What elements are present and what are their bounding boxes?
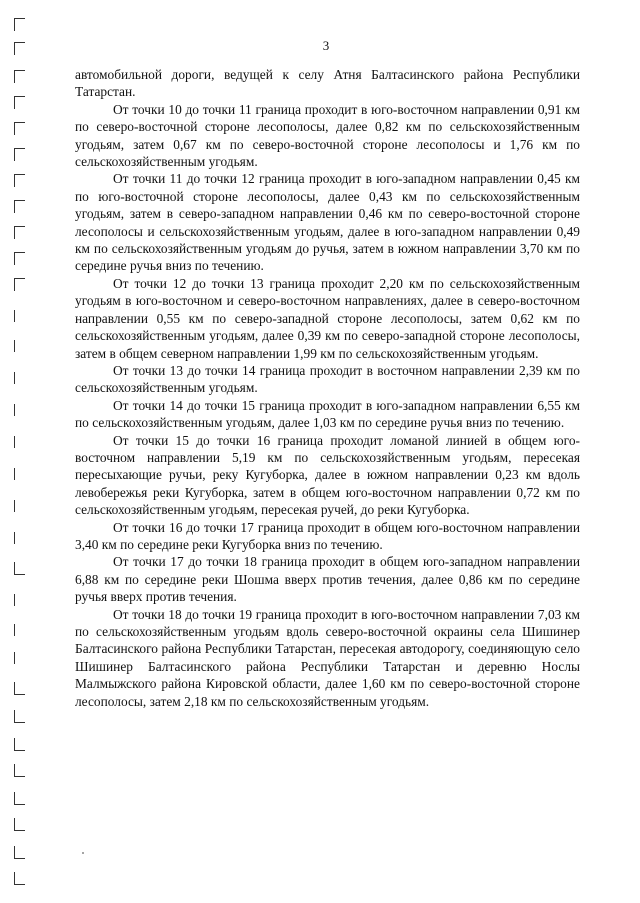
binding-mark [14, 792, 25, 805]
binding-mark [14, 174, 25, 187]
paragraph: От точки 18 до точки 19 граница проходит в юго-восточном направлении 7,03 км по сельскохозяйственным угодьям вдоль северо-восточной окраины села Шишинер Балтасинского района Республики Татарстан, пересекая автодорогу, соединяющую село Шишинер Балтасинского района Республики Татарстан и деревню Нослы Малмыжского района Кировской области, далее 1,60 км по северо-восточной стороне лесополосы, затем 2,18 км по сельскохозяйственным угодьям. [75, 606, 580, 709]
paragraph: От точки 14 до точки 15 граница проходит в юго-западном направлении 6,55 км по сельскохозяйственным угодьям, далее 1,03 км по середине ручья вниз по течению. [75, 397, 580, 431]
binding-mark [14, 122, 25, 135]
binding-mark [14, 468, 15, 480]
binding-mark [14, 872, 25, 885]
binding-marks [6, 0, 26, 903]
paragraph: От точки 17 до точки 18 граница проходит в общем юго-западном направлении 6,88 км по середине реки Шошма вверх против течения, далее 0,86 км по середине ручья вверх против течения. [75, 554, 580, 605]
paragraph: От точки 12 до точки 13 граница проходит 2,20 км по сельскохозяйственным угодьям в юго-восточном и северо-восточном направлениях, далее в северо-восточном направлении 0,55 км по северо-западной стороне лесополосы, затем 0,62 км по сельскохозяйственным угодьям, далее 0,39 км по северо-западной стороне лесополосы, затем в общем северном направлении 1,99 км по сельскохозяйственным угодьям. [75, 275, 580, 361]
binding-mark [14, 818, 25, 831]
binding-mark [14, 710, 25, 723]
binding-mark [14, 42, 25, 55]
binding-mark [14, 18, 25, 31]
binding-mark [14, 652, 15, 664]
paragraph: От точки 15 до точки 16 граница проходит ломаной линией в общем юго-восточном направлении 5,19 км по сельскохозяйственным угодьям, пересекая пересыхающие ручьи, реку Кугуборка, далее в южном направлении 0,23 км вдоль левобережья реки Кугуборка, затем в общем юго-восточном направлении 0,72 км по сельскохозяйственным угодьям, пересекая ручей, до реки Кугуборка. [75, 432, 580, 518]
binding-mark [14, 624, 15, 636]
binding-mark [14, 148, 25, 161]
binding-mark [14, 278, 25, 291]
binding-mark [14, 200, 25, 213]
paragraph: автомобильной дороги, ведущей к селу Атня Балтасинского района Республики Татарстан. [75, 67, 580, 100]
page-number: 3 [322, 38, 330, 53]
binding-mark [14, 96, 25, 109]
binding-mark [14, 682, 25, 695]
scan-speck [82, 852, 84, 854]
binding-mark [14, 70, 25, 83]
paragraph: От точки 16 до точки 17 граница проходит в общем юго-восточном направлении 3,40 км по середине реки Кугуборка вниз по течению. [75, 519, 580, 552]
paragraph: От точки 10 до точки 11 граница проходит в юго-восточном направлении 0,91 км по северо-восточной стороне лесополосы, далее 0,82 км по сельскохозяйственным угодьям, затем 0,67 км по северо-восточной стороне лесополосы и 1,76 км по сельскохозяйственным угодьям. [75, 101, 580, 170]
binding-mark [14, 310, 15, 322]
binding-mark [14, 846, 25, 859]
binding-mark [14, 226, 25, 239]
binding-mark [14, 436, 15, 448]
binding-mark [14, 252, 25, 265]
binding-mark [14, 562, 25, 575]
binding-mark [14, 532, 15, 544]
binding-mark [14, 372, 15, 384]
paragraph: От точки 11 до точки 12 граница проходит в юго-западном направлении 0,45 км по юго-восточной стороне лесополосы, далее 0,43 км по сельскохозяйственным угодьям, затем в северо-западном направлении 0,46 км по северо-восточной стороне лесополосы и сельскохозяйственным угодьям, далее в юго-западном направлении 0,49 км по сельскохозяйственным угодьям до ручья, затем в южном направлении 3,70 км по середине ручья вниз по течению. [75, 171, 580, 274]
binding-mark [14, 340, 15, 352]
document-body [75, 66, 580, 710]
binding-mark [14, 500, 15, 512]
binding-mark [14, 738, 25, 751]
binding-mark [14, 594, 15, 606]
binding-mark [14, 404, 15, 416]
binding-mark [14, 764, 25, 777]
paragraph: От точки 13 до точки 14 граница проходит в восточном направлении 2,39 км по сельскохозяйственным угодьям. [75, 362, 580, 396]
